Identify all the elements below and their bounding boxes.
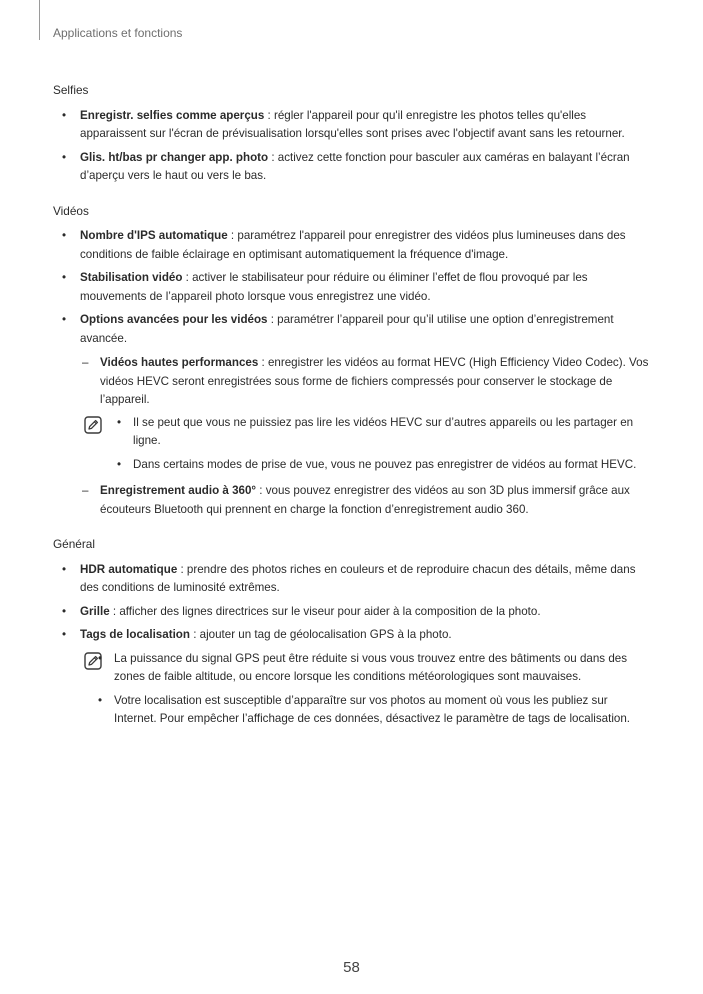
section-title-selfies: Selfies [53, 83, 89, 97]
note-hevc [100, 414, 651, 475]
item-text: : activer le stabilisateur pour réduire ou éliminer l’effet de flou provoqué par les mouvements de l’appareil photo lorsque vous enregistrez une vidéo. [80, 271, 588, 303]
list-item [53, 149, 651, 186]
item-text: : ajouter un tag de géolocalisation GPS à la photo. [189, 628, 452, 641]
item-text: : afficher des lignes directrices sur le viseur pour aider à la composition de la photo. [109, 604, 541, 618]
item-term: Glis. ht/bas pr changer app. photo [80, 150, 269, 164]
item-text: : activez cette fonction pour basculer aux caméras en balayant l’écran d’aperçu vers le haut ou vers le bas. [80, 150, 630, 182]
general-list [53, 561, 651, 645]
advanced-options-list [80, 354, 651, 519]
note-item: • La puissance du signal GPS peut être réduite si vous vous trouvez entre des bâtiments ou dans des zones de faible altitude, ou encore lorsque les conditions météorologiques sont mauvaises. [114, 650, 651, 687]
sub-list-item [80, 482, 651, 519]
note-gps [80, 650, 651, 729]
list-item [53, 269, 651, 306]
running-title: Applications et fonctions [53, 26, 183, 40]
note-list [100, 414, 651, 475]
list-item [53, 107, 651, 144]
item-text: : prendre des photos riches en couleurs et de reproduire chacun des détails, même dans des conditions de luminosité extrêmes. [80, 562, 636, 594]
item-term: Stabilisation vidéo [80, 271, 183, 284]
item-term: Enregistrement audio à 360° [100, 484, 257, 497]
list-item [53, 603, 651, 622]
item-term: Enregistr. selfies comme aperçus [80, 108, 265, 122]
item-text: : paramétrez l'appareil pour enregistrer des vidéos plus lumineuses dans des conditions de faible éclairage en optimisant automatiquement la fréquence d'image. [80, 229, 626, 261]
list-item [53, 227, 651, 264]
note-list [80, 650, 651, 729]
page-content [53, 81, 651, 737]
note-item: • Dans certains modes de prise de vue, vous ne pouvez pas enregistrer de vidéos au format HEVC. [133, 456, 651, 475]
item-term: Grille [80, 604, 110, 618]
section-title-general: Général [53, 537, 95, 551]
page-number: 58 [343, 959, 360, 976]
sub-list-item [80, 354, 651, 474]
item-term: Tags de localisation [80, 628, 190, 641]
list-item [53, 561, 651, 598]
item-term: Options avancées pour les vidéos [80, 313, 268, 326]
videos-list [53, 227, 651, 519]
item-term: Nombre d'IPS automatique [80, 229, 228, 242]
list-item [53, 311, 651, 519]
item-text: : enregistrer les vidéos au format HEVC (High Efficiency Video Codec). Vos vidéos HEVC seront enregistrées sous forme de fichiers compressés pour conserver le stockage de l’appareil. [100, 356, 649, 406]
note-item: • Votre localisation est susceptible d’apparaître sur vos photos au moment où vous les publiez sur Internet. Pour empêcher l’affichage de ces données, désactivez le paramètre de tags de localisation. [114, 692, 651, 729]
selfies-list [53, 107, 651, 186]
section-title-videos: Vidéos [53, 203, 89, 218]
note-pencil-icon [84, 416, 102, 434]
note-item: • Il se peut que vous ne puissiez pas lire les vidéos HEVC sur d’autres appareils ou les partager en ligne. [133, 414, 651, 451]
list-item [53, 626, 651, 645]
margin-rule [39, 0, 40, 40]
item-text: : paramétrer l’appareil pour qu’il utilise une option d’enregistrement avancée. [80, 313, 614, 345]
item-term: HDR automatique [80, 562, 178, 576]
item-text: : régler l'appareil pour qu'il enregistre les photos telles qu'elles apparaissent sur l'écran de prévisualisation lorsqu'elles sont prises avec l'objectif avant sans les retourner. [80, 108, 625, 140]
item-term: Vidéos hautes performances [100, 356, 259, 369]
item-text: : vous pouvez enregistrer des vidéos au son 3D plus immersif grâce aux écouteurs Bluetooth qui prennent en charge la fonction d’enregistrement audio 360. [100, 484, 630, 516]
